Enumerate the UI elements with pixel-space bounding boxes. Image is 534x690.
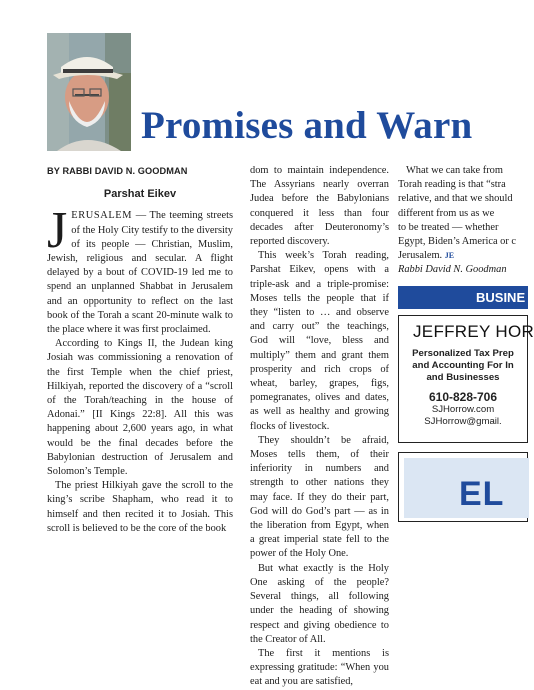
ad-logo-text: EL (459, 475, 505, 513)
article-column-3 (398, 164, 518, 278)
paragraph: But what exactly is the Holy One asking of the people? Several things, all following under the heading of showing respect and giving obedience to the Creator of All. (250, 562, 389, 645)
lead-text: — The teeming streets of the Holy City testify to the diversity of its people — Christian, Muslim, Jewish, religious and secular. A flight delayed by a bout of COVID-19 led me to spend an unplanned Shabbat in Jerusalem and an opportunity to reflect on the last book of the Torah a scant 20-minute walk to the place where it was first proclaimed. (47, 210, 233, 336)
text-line: What we can take from (406, 165, 503, 176)
paragraph: The first it mentions is expressing gratitude: “When you eat and you are satisfied, (250, 647, 389, 688)
paragraph: According to Kings II, the Judean king Josiah was commissioning a renovation of the first Temple when the chief priest, Hilkiyah, reported the discovery of a “scroll of the Torah/teaching in the house of Adonai.” [II Kings 22:8]. All this was happening about 2,600 years ago, in what would be the final decades before the Babylonian destruction of Jerusalem and Solomon’s Temple. (47, 338, 233, 478)
ad-tagline: and Accounting For In (412, 360, 514, 371)
ad-email: SJHorrow@gmail. (424, 416, 502, 427)
byline: BY RABBI DAVID N. GOODMAN (47, 166, 188, 176)
paragraph: They shouldn’t be afraid, Moses tells them, of their inferiority in numbers and strength to other nations they may face. If they do their part, God will do God’s part — as in the liberation from Egypt, when a great imperial state fell to the power of the Holy One. (250, 434, 389, 560)
text-line (398, 249, 518, 263)
ad-website: SJHorrow.com (431, 404, 495, 415)
advertisement-box (398, 315, 534, 443)
text-line: Egypt, Biden’s America or c (398, 236, 517, 248)
article-column-1 (47, 164, 233, 536)
author-signature: Rabbi David N. Goodman (398, 264, 507, 276)
lead-paragraph (47, 202, 233, 337)
paragraph: The priest Hilkiyah gave the scroll to the king’s scribe Shapham, who read it to himself and then recited it to Josiah. This scroll is believed to be the core of the book (47, 480, 233, 534)
advertisement-box-2 (398, 452, 528, 522)
paragraph: This week’s Torah reading, Parshat Eikev, opens with a triple-ask and a triple-promise: Moses tells the people that if they “listen to … and observe and carry out” the teachings, God will “love, bless and multiply” them and grant them prosperity and rich crops of wheat, barley, grapes, figs, pomegranates, olives and dates, as well as healthy and growing flocks of livestock. (250, 250, 389, 432)
author-photo (47, 33, 131, 151)
author-portrait-image (47, 33, 131, 151)
end-mark: JE (444, 251, 455, 261)
text-line: different from us as we (398, 207, 495, 219)
text-line: Torah reading is that “stra (398, 179, 506, 191)
ad-business-name: JEFFREY HOR (413, 322, 534, 341)
ad-phone: 610-828-706 (428, 390, 498, 404)
paragraph: dom to maintain independence. The Assyrians nearly overran Judea before the Babylonians conquered it less than four decades after Deuteronomy’s reported discovery. (250, 165, 389, 248)
drop-cap: J (47, 202, 68, 260)
section-heading: Parshat Eikev (103, 188, 177, 201)
business-directory-bar: BUSINE (398, 286, 528, 309)
text-line: to be treated — whether (398, 221, 499, 233)
last-line-text: Jerusalem. (398, 250, 443, 262)
article-headline: Promises and Warn (141, 104, 473, 147)
lead-caps: ERUSALEM (71, 210, 133, 222)
text-line: relative, and that we should (398, 193, 513, 205)
ad-tagline: and Businesses (426, 372, 500, 383)
ad-tagline: Personalized Tax Prep (412, 348, 514, 359)
article-column-2 (250, 164, 389, 690)
